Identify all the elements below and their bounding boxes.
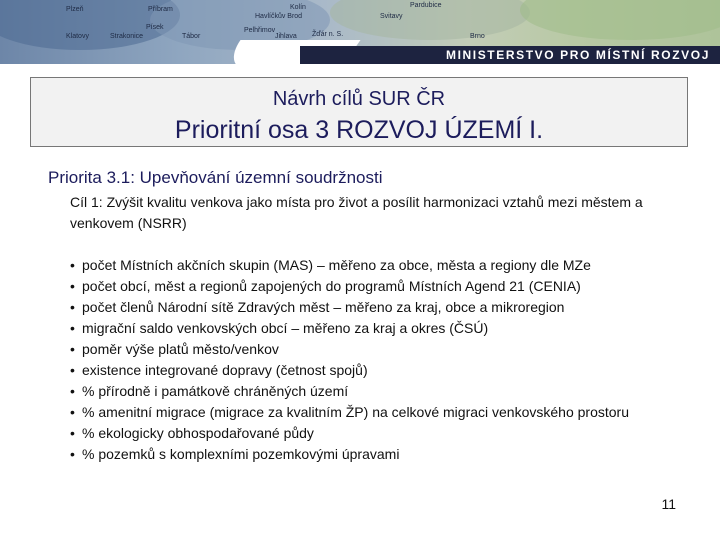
bullet-icon: • [70,341,75,357]
map-label: Plzeň [66,6,84,13]
map-label: Svitavy [380,13,403,20]
list-item [70,444,690,465]
bullet-icon: • [70,299,75,315]
map-label: Brno [470,33,485,40]
header-banner [0,0,720,64]
list-item [70,255,690,276]
map-label: Písek [146,24,164,31]
bullet-icon: • [70,257,75,273]
bullet-icon: • [70,425,75,441]
list-item [70,402,690,423]
goal-text: Cíl 1: Zvýšit kvalitu venkova jako místa pro život a posílit harmonizaci vztahů mezi městem a venkovem (NSRR) [70,194,643,231]
slide-subtitle: Návrh cílů SUR ČR [272,88,446,110]
list-item [70,297,690,318]
slide-title: Prioritní osa 3 ROZVOJ ÚZEMÍ I. [174,116,544,144]
list-item [70,360,690,381]
ministry-title: MINISTERSTVO PRO MÍSTNÍ ROZVOJ [445,48,710,62]
list-item-text: migrační saldo venkovských obcí – měřeno za kraj a okres (ČSÚ) [82,320,489,336]
list-item-text: počet obcí, měst a regionů zapojených do programů Místních Agend 21 (CENIA) [82,278,581,294]
map-label: Pardubice [410,2,442,9]
map-label: Pelhřimov [244,27,276,34]
map-label: Žďár n. S. [312,31,344,38]
page-number: 11 [661,496,676,512]
bullet-icon: • [70,362,75,378]
indicator-list [70,255,690,465]
list-item-text: počet Místních akčních skupin (MAS) – měřeno za obce, města a regiony dle MZe [82,257,591,273]
list-item-text: poměr výše platů město/venkov [82,341,279,357]
list-item-text: existence integrované dopravy (četnost spojů) [82,362,368,378]
list-item [70,318,690,339]
list-item [70,276,690,297]
list-item-text: % amenitní migrace (migrace za kvalitním ŽP) na celkové migraci venkovského prostoru [82,404,629,420]
priority-heading: Priorita 3.1: Upevňování územní soudržnosti [48,168,383,187]
bullet-icon: • [70,320,75,336]
list-item-text: % pozemků s komplexními pozemkovými úpravami [82,446,400,462]
map-label: Kolín [290,4,306,11]
list-item [70,339,690,360]
map-label: Jihlava [275,33,297,40]
list-item-text: % přírodně i památkově chráněných území [82,383,349,399]
title-box [30,77,688,147]
bullet-icon: • [70,404,75,420]
list-item-text: % ekologicky obhospodařované půdy [82,425,314,441]
bullet-icon: • [70,446,75,462]
map-label: Strakonice [110,33,144,40]
map-label: Klatovy [66,33,89,40]
map-label: Tábor [182,33,201,40]
list-item-text: počet členů Národní sítě Zdravých měst – měřeno za kraj, obce a mikroregion [82,299,565,315]
list-item [70,423,690,444]
bullet-icon: • [70,383,75,399]
map-label: Příbram [148,6,173,13]
ministry-bar [300,46,720,64]
list-item [70,381,690,402]
map-label: Havlíčkův Brod [255,13,303,20]
bullet-icon: • [70,278,75,294]
